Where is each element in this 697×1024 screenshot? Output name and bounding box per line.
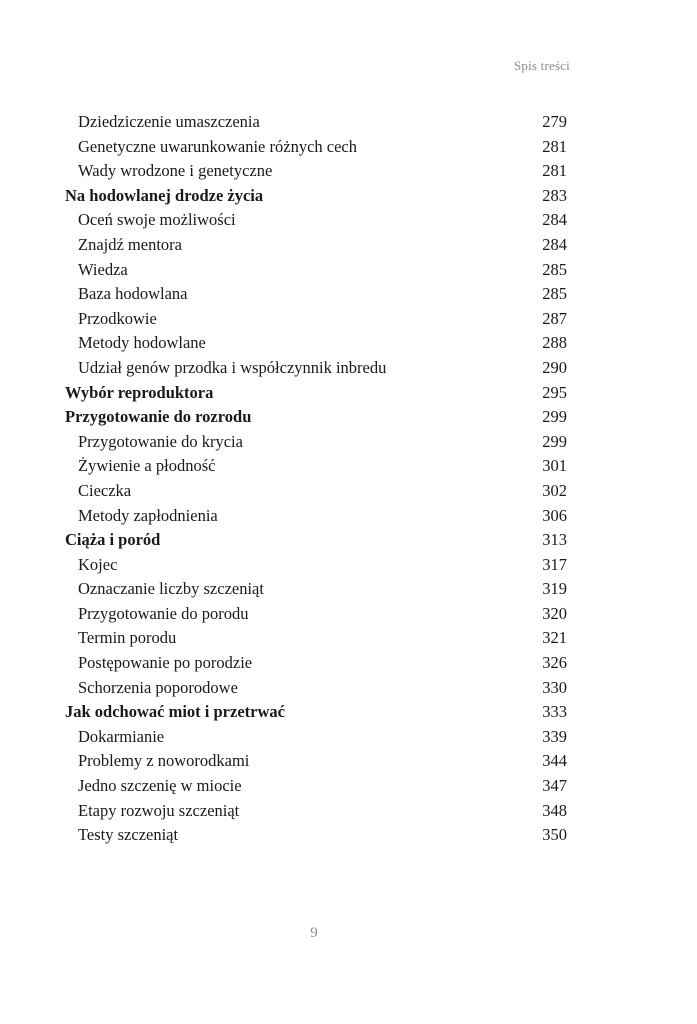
toc-section-row: [65, 626, 567, 651]
toc-section-row: [65, 430, 567, 455]
toc-section-row: [65, 553, 567, 578]
toc-entry-page: 288: [542, 333, 567, 353]
toc-entry-title: Oznaczanie liczby szczeniąt: [78, 579, 264, 599]
toc-entry-title: Jedno szczenię w miocie: [78, 776, 242, 796]
toc-entry-title: Przygotowanie do porodu: [78, 603, 249, 623]
toc-chapter-row: [65, 405, 567, 430]
toc-section-row: [65, 135, 567, 160]
toc-entry-title: Problemy z noworodkami: [78, 751, 250, 771]
toc-section-row: [65, 208, 567, 233]
toc-entry-title: Termin porodu: [78, 628, 177, 648]
toc-section-row: [65, 258, 567, 283]
toc-entry-page: 285: [542, 259, 567, 279]
toc-section-row: [65, 479, 567, 504]
toc-entry-title: Na hodowlanej drodze życia: [65, 185, 264, 205]
toc-section-row: [65, 307, 567, 332]
toc-entry-page: 321: [542, 628, 567, 648]
toc-entry-title: Metody zapłodnienia: [78, 505, 218, 525]
toc-entry-page: 319: [542, 579, 567, 599]
running-head: Spis treści: [513, 58, 570, 73]
toc-entry-page: 281: [542, 161, 567, 181]
toc-entry-title: Dokarmianie: [78, 726, 165, 746]
toc-entry-page: 339: [542, 726, 567, 746]
toc-section-row: [65, 159, 567, 184]
toc-entry-page: 290: [542, 357, 567, 377]
table-of-contents: [65, 110, 567, 848]
toc-entry-page: 295: [542, 382, 567, 402]
toc-entry-page: 284: [542, 234, 567, 254]
toc-section-row: [65, 577, 567, 602]
toc-entry-title: Wady wrodzone i genetyczne: [78, 161, 273, 181]
toc-section-row: [65, 676, 567, 701]
toc-entry-page: 299: [542, 431, 567, 451]
toc-section-row: [65, 110, 567, 135]
toc-entry-page: 326: [542, 653, 567, 673]
toc-section-row: [65, 504, 567, 529]
toc-section-row: [65, 331, 567, 356]
page-number: 9: [310, 925, 318, 941]
toc-entry-page: 317: [542, 554, 567, 574]
toc-entry-title: Cieczka: [78, 480, 132, 500]
toc-entry-title: Udział genów przodka i współczynnik inbredu: [78, 357, 387, 377]
toc-section-row: [65, 356, 567, 381]
toc-section-row: [65, 651, 567, 676]
toc-entry-title: Przygotowanie do krycia: [78, 431, 243, 451]
toc-entry-title: Ciąża i poród: [65, 530, 161, 550]
toc-section-row: [65, 823, 567, 848]
toc-entry-page: 302: [542, 480, 567, 500]
toc-entry-page: 281: [542, 136, 567, 156]
toc-entry-title: Dziedziczenie umaszczenia: [78, 112, 260, 131]
toc-entry-title: Postępowanie po porodzie: [78, 653, 253, 673]
toc-entry-page: 350: [542, 825, 567, 845]
toc-entry-page: 344: [542, 751, 567, 771]
toc-entry-page: 320: [542, 603, 567, 623]
toc-entry-title: Schorzenia poporodowe: [78, 677, 238, 697]
toc-section-row: [65, 233, 567, 258]
toc-section-row: [65, 774, 567, 799]
toc-entry-title: Oceń swoje możliwości: [78, 210, 236, 230]
toc-entry-page: 313: [542, 530, 567, 550]
toc-entry-title: Jak odchować miot i przetrwać: [65, 702, 285, 722]
toc-entry-title: Baza hodowlana: [78, 284, 188, 304]
toc-entry-title: Etapy rozwoju szczeniąt: [78, 800, 240, 820]
toc-entry-page: 348: [542, 800, 567, 820]
toc-entry-title: Wiedza: [78, 259, 128, 279]
toc-entry-title: Wybór reproduktora: [65, 382, 214, 402]
toc-entry-page: 284: [542, 210, 567, 230]
toc-entry-page: 279: [542, 112, 567, 131]
toc-entry-title: Kojec: [78, 554, 118, 574]
toc-entry-page: 330: [542, 677, 567, 697]
toc-section-row: [65, 799, 567, 824]
toc-entry-title: Przygotowanie do rozrodu: [65, 407, 252, 427]
toc-entry-page: 301: [542, 456, 567, 476]
toc-entry-page: 299: [542, 407, 567, 427]
toc-entry-title: Przodkowie: [78, 308, 157, 328]
toc-chapter-row: [65, 700, 567, 725]
toc-entry-title: Żywienie a płodność: [78, 456, 216, 476]
toc-chapter-row: [65, 184, 567, 209]
toc-entry-page: 287: [542, 308, 567, 328]
toc-section-row: [65, 282, 567, 307]
toc-entry-page: 333: [542, 702, 567, 722]
toc-section-row: [65, 454, 567, 479]
toc-entry-page: 306: [542, 505, 567, 525]
toc-entry-title: Testy szczeniąt: [78, 825, 179, 845]
toc-section-row: [65, 725, 567, 750]
toc-entry-page: 285: [542, 284, 567, 304]
toc-chapter-row: [65, 381, 567, 406]
toc-entry-title: Genetyczne uwarunkowanie różnych cech: [78, 136, 357, 156]
toc-entry-page: 283: [542, 185, 567, 205]
toc-entry-title: Znajdź mentora: [78, 234, 182, 254]
toc-entry-page: 347: [542, 776, 567, 796]
toc-entry-title: Metody hodowlane: [78, 333, 206, 353]
toc-section-row: [65, 749, 567, 774]
toc-section-row: [65, 602, 567, 627]
toc-chapter-row: [65, 528, 567, 553]
